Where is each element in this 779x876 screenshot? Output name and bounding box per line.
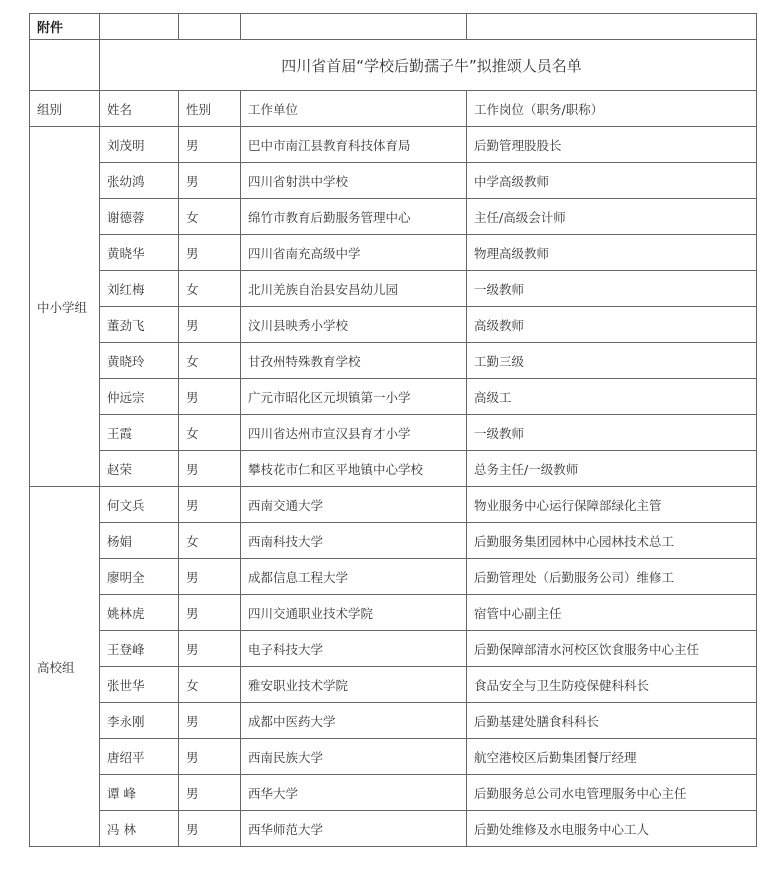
group-name-cell: 高校组 <box>30 487 100 847</box>
gender-cell: 男 <box>179 739 241 775</box>
unit-cell: 成都信息工程大学 <box>241 559 467 595</box>
table-row <box>30 487 757 523</box>
name-cell: 赵荣 <box>100 451 179 487</box>
table-row <box>30 379 757 415</box>
position-cell: 物理高级教师 <box>467 235 757 271</box>
name-cell: 姚林虎 <box>100 595 179 631</box>
unit-cell: 西南交通大学 <box>241 487 467 523</box>
header-position: 工作岗位（职务/职称） <box>467 91 757 127</box>
unit-cell: 广元市昭化区元坝镇第一小学 <box>241 379 467 415</box>
gender-cell: 男 <box>179 379 241 415</box>
table-row <box>30 199 757 235</box>
gender-cell: 男 <box>179 451 241 487</box>
name-cell: 黄晓华 <box>100 235 179 271</box>
gender-cell: 女 <box>179 667 241 703</box>
table-row <box>30 163 757 199</box>
gender-cell: 男 <box>179 163 241 199</box>
group-name-cell: 中小学组 <box>30 127 100 487</box>
unit-cell: 西南科技大学 <box>241 523 467 559</box>
unit-cell: 巴中市南江县教育科技体育局 <box>241 127 467 163</box>
name-cell: 刘茂明 <box>100 127 179 163</box>
position-cell: 物业服务中心运行保障部绿化主管 <box>467 487 757 523</box>
name-cell: 谢德蓉 <box>100 199 179 235</box>
name-cell: 何文兵 <box>100 487 179 523</box>
table-row <box>30 127 757 163</box>
unit-cell: 甘孜州特殊教育学校 <box>241 343 467 379</box>
gender-cell: 男 <box>179 811 241 847</box>
position-cell: 一级教师 <box>467 415 757 451</box>
table-row <box>30 667 757 703</box>
nominee-table <box>29 13 757 847</box>
name-cell: 仲远宗 <box>100 379 179 415</box>
gender-cell: 女 <box>179 415 241 451</box>
gender-cell: 男 <box>179 775 241 811</box>
gender-cell: 男 <box>179 127 241 163</box>
unit-cell: 汶川县映秀小学校 <box>241 307 467 343</box>
unit-cell: 攀枝花市仁和区平地镇中心学校 <box>241 451 467 487</box>
unit-cell: 西华大学 <box>241 775 467 811</box>
table-row <box>30 271 757 307</box>
position-cell: 后勤管理处（后勤服务公司）维修工 <box>467 559 757 595</box>
table-row <box>30 343 757 379</box>
position-cell: 高级教师 <box>467 307 757 343</box>
unit-cell: 雅安职业技术学院 <box>241 667 467 703</box>
gender-cell: 男 <box>179 703 241 739</box>
table-row <box>30 631 757 667</box>
unit-cell: 成都中医药大学 <box>241 703 467 739</box>
position-cell: 高级工 <box>467 379 757 415</box>
position-cell: 宿管中心副主任 <box>467 595 757 631</box>
position-cell: 后勤保障部清水河校区饮食服务中心主任 <box>467 631 757 667</box>
name-cell: 王霞 <box>100 415 179 451</box>
name-cell: 谭 峰 <box>100 775 179 811</box>
header-gender: 性别 <box>179 91 241 127</box>
position-cell: 食品安全与卫生防疫保健科科长 <box>467 667 757 703</box>
unit-cell: 四川省南充高级中学 <box>241 235 467 271</box>
position-cell: 后勤基建处膳食科科长 <box>467 703 757 739</box>
name-cell: 黄晓玲 <box>100 343 179 379</box>
header-unit: 工作单位 <box>241 91 467 127</box>
gender-cell: 男 <box>179 307 241 343</box>
unit-cell: 绵竹市教育后勤服务管理中心 <box>241 199 467 235</box>
name-cell: 王登峰 <box>100 631 179 667</box>
name-cell: 张世华 <box>100 667 179 703</box>
table-row <box>30 775 757 811</box>
table-row <box>30 523 757 559</box>
name-cell: 张幼鸿 <box>100 163 179 199</box>
name-cell: 杨娟 <box>100 523 179 559</box>
table-title: 四川省首届“学校后勤孺子牛”拟推颂人员名单 <box>100 40 757 91</box>
position-cell: 总务主任/一级教师 <box>467 451 757 487</box>
gender-cell: 女 <box>179 523 241 559</box>
table-row <box>30 739 757 775</box>
empty-cell <box>467 14 757 40</box>
position-cell: 工勤三级 <box>467 343 757 379</box>
gender-cell: 男 <box>179 487 241 523</box>
gender-cell: 男 <box>179 631 241 667</box>
position-cell: 中学高级教师 <box>467 163 757 199</box>
position-cell: 航空港校区后勤集团餐厅经理 <box>467 739 757 775</box>
position-cell: 后勤处维修及水电服务中心工人 <box>467 811 757 847</box>
name-cell: 刘红梅 <box>100 271 179 307</box>
position-cell: 主任/高级会计师 <box>467 199 757 235</box>
table-row <box>30 595 757 631</box>
name-cell: 廖明全 <box>100 559 179 595</box>
attachment-label: 附件 <box>30 14 100 40</box>
name-cell: 冯 林 <box>100 811 179 847</box>
position-cell: 后勤服务集团园林中心园林技术总工 <box>467 523 757 559</box>
table-row <box>30 415 757 451</box>
table-row <box>30 811 757 847</box>
gender-cell: 男 <box>179 235 241 271</box>
table-body <box>30 14 757 847</box>
unit-cell: 四川省射洪中学校 <box>241 163 467 199</box>
position-cell: 一级教师 <box>467 271 757 307</box>
gender-cell: 男 <box>179 559 241 595</box>
position-cell: 后勤服务总公司水电管理服务中心主任 <box>467 775 757 811</box>
empty-cell <box>241 14 467 40</box>
empty-cell <box>30 40 100 91</box>
attachment-row <box>30 14 757 40</box>
title-row <box>30 40 757 91</box>
table-row <box>30 235 757 271</box>
position-cell: 后勤管理股股长 <box>467 127 757 163</box>
empty-cell <box>179 14 241 40</box>
name-cell: 唐绍平 <box>100 739 179 775</box>
gender-cell: 男 <box>179 595 241 631</box>
name-cell: 李永刚 <box>100 703 179 739</box>
unit-cell: 四川交通职业技术学院 <box>241 595 467 631</box>
header-name: 姓名 <box>100 91 179 127</box>
table-row <box>30 559 757 595</box>
table-row <box>30 307 757 343</box>
gender-cell: 女 <box>179 343 241 379</box>
unit-cell: 西南民族大学 <box>241 739 467 775</box>
empty-cell <box>100 14 179 40</box>
unit-cell: 北川羌族自治县安昌幼儿园 <box>241 271 467 307</box>
gender-cell: 女 <box>179 199 241 235</box>
unit-cell: 西华师范大学 <box>241 811 467 847</box>
name-cell: 董劲飞 <box>100 307 179 343</box>
unit-cell: 电子科技大学 <box>241 631 467 667</box>
unit-cell: 四川省达州市宣汉县育才小学 <box>241 415 467 451</box>
table-row <box>30 703 757 739</box>
header-row <box>30 91 757 127</box>
table-row <box>30 451 757 487</box>
gender-cell: 女 <box>179 271 241 307</box>
header-group: 组别 <box>30 91 100 127</box>
